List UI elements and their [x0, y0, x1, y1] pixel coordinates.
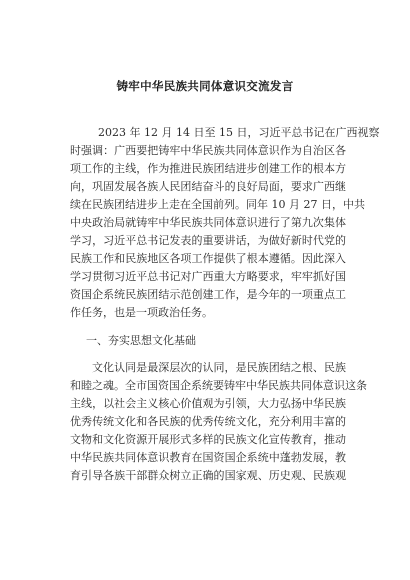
- body-line: 民族工作和民族地区各项工作提供了根本遵循。因此深入: [70, 252, 346, 265]
- body-line: 主线，以社会主义核心价值观为引领，大力弘扬中华民族: [70, 397, 346, 410]
- body-line: 学习贯彻习近平总书记对广西重大方略要求，牢牢抓好国: [70, 270, 346, 283]
- section-heading: 一、夯实思想文化基础: [86, 334, 196, 347]
- body-line: 项工作的主线，作为推进民族团结进步创建工作的根本方: [70, 162, 346, 175]
- body-line: 时强调：广西要把铸牢中华民族共同体意识作为自治区各: [70, 144, 346, 157]
- body-line: 中华民族共同体意识教育在国资国企系统中蓬勃发展，教: [70, 451, 346, 464]
- body-line: 续在民族团结进步上走在全国前列。同年 10 月 27 日，中共: [70, 198, 365, 211]
- body-line: 文物和文化资源开展形式多样的民族文化宣传教育，推动: [70, 433, 346, 446]
- body-line: 育引导各族干部群众树立正确的国家观、历史观、民族观: [70, 469, 346, 482]
- body-line: 中央政治局就铸牢中华民族共同体意识进行了第九次集体: [70, 216, 346, 229]
- body-line: 2023 年 12 月 14 日至 15 日，习近平总书记在广西视察: [98, 126, 380, 139]
- document-title: 铸牢中华民族共同体意识交流发言: [116, 79, 294, 93]
- body-line: 和睦之魂。全市国资国企系统要铸牢中华民族共同体意识这条: [70, 379, 367, 392]
- body-line: 学习，习近平总书记发表的重要讲话，为做好新时代党的: [70, 234, 346, 247]
- body-line: 向，巩固发展各族人民团结奋斗的良好局面，要求广西继: [70, 180, 346, 193]
- body-line: 资国企系统民族团结示范创建工作，是今年的一项重点工: [70, 288, 346, 301]
- body-line: 优秀传统文化和各民族的优秀传统文化，充分利用丰富的: [70, 415, 346, 428]
- body-line: 文化认同是最深层次的认同，是民族团结之根、民族: [92, 361, 346, 374]
- body-line: 作任务，也是一项政治任务。: [70, 306, 213, 319]
